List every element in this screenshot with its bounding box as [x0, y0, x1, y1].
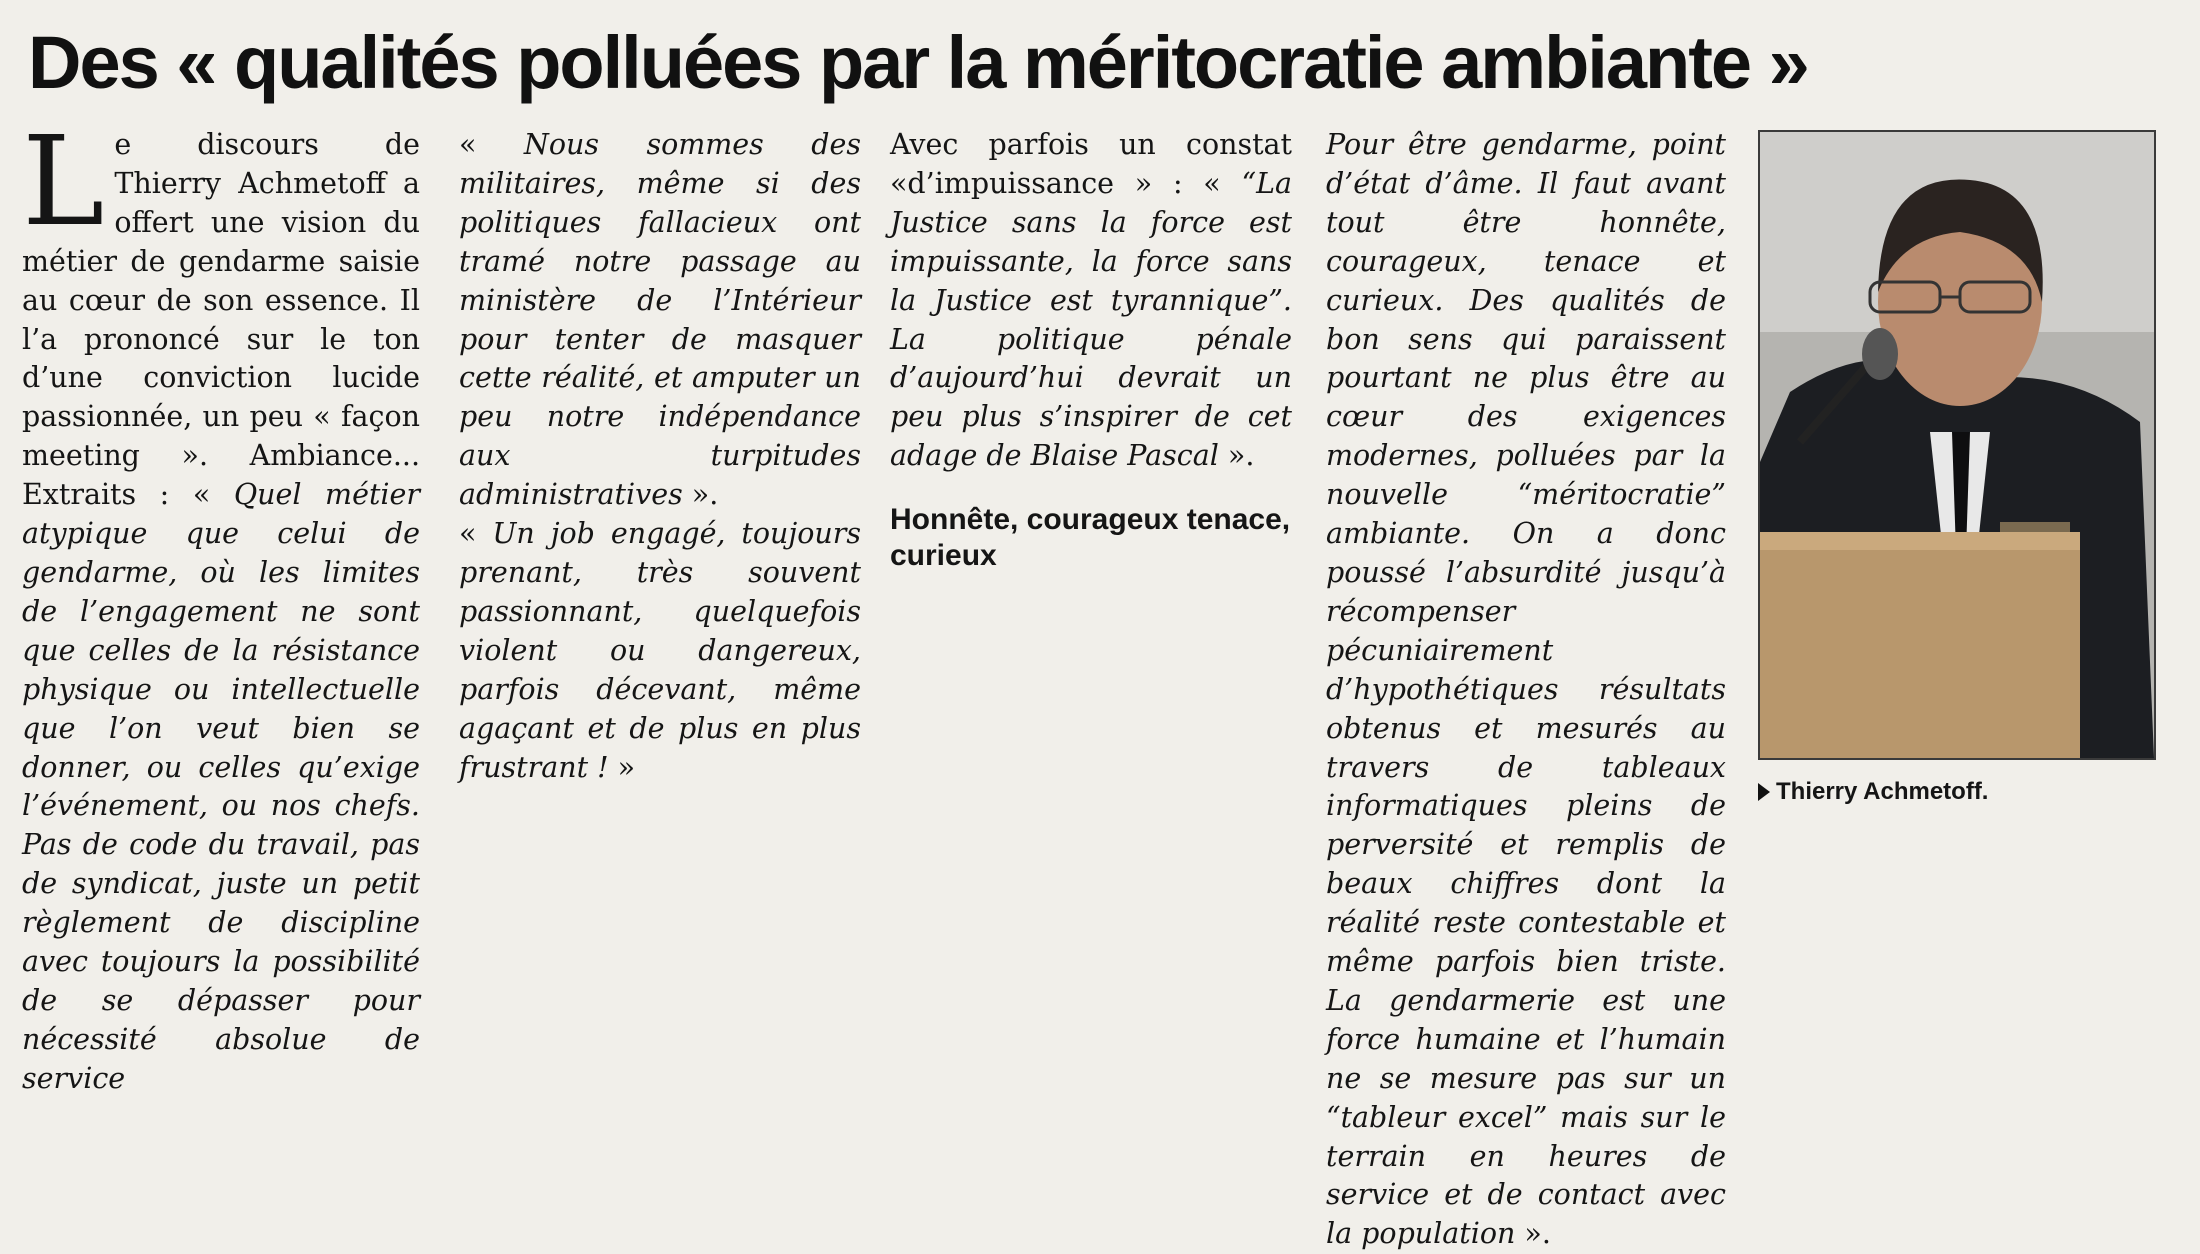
close-quote: ». [1515, 1217, 1551, 1251]
quote-text: “La Justice sans la force est impuissante, la force sans la Justice est tyrannique”. La politique pénale d’aujourd’hui devrait un peu plus s’inspirer de cet adage de Blaise Pascal [890, 166, 1292, 473]
paragraph-job [459, 515, 861, 787]
section-subhead: Honnête, courageux tenace, curieux [890, 503, 1291, 573]
article-column-3 [890, 126, 1292, 600]
quote-text: Quel métier atypique que celui de gendarme, où les limites de l’engagement ne sont que celles de la résistance physique ou intellectuelle que l’on veut bien se donner, ou celles qu’exige l’événement, ou nos chefs. Pas de code du travail, pas de syndicat, juste un petit règlement de discipline avec toujours la possibilité de se dépasser pour nécessité absolue de service [22, 478, 421, 1095]
paragraph-qualites [1326, 126, 1726, 1254]
caption-text: Thierry Achmetoff. [1776, 778, 1989, 805]
article-column-4 [1326, 126, 1726, 1254]
drop-cap: L [22, 110, 105, 254]
paragraph-intro [22, 110, 421, 1099]
quote-text: Nous sommes des militaires, même si des politiques fallacieux ont tramé notre passage au ministère de l’Intérieur pour tenter de masquer cette réalité, et amputer un peu notre indépendance aux turpitudes administratives [459, 128, 862, 512]
article-column-2 [459, 126, 861, 787]
close-quote: ». [1218, 439, 1255, 473]
photo-caption [1758, 774, 1988, 810]
caption-arrow-icon [1758, 783, 1770, 801]
speaker-photo [1758, 130, 2156, 760]
speaker-illustration [1760, 132, 2154, 758]
quote-text: Un job engagé, toujours prenant, très souvent passionnant, quelquefois violent ou dangereux, parfois décevant, même agaçant et de plus en plus frustrant ! [459, 517, 861, 784]
paragraph-militaires [459, 126, 861, 515]
close-quote: » [608, 750, 636, 784]
text: Avec parfois un constat «d’impuissance » : « [890, 128, 1292, 200]
close-quote: ». [682, 478, 719, 512]
quote-text: Pour être gendarme, point d’état d’âme. Il faut avant tout être honnête, courageux, tenace et curieux. Des qualités de bon sens qui paraissent pourtant ne plus être au cœur des exigences modernes, polluées par la nouvelle “méritocratie” ambiante. On a donc poussé l’absurdité jusqu’à récompenser pécuniairement d’hypothétiques résultats obtenus et mesurés au travers de tableaux informatiques pleins de perversité et remplis de beaux chiffres dont la réalité reste contestable et même parfois bien triste. La gendarmerie est une force humaine et l’humain ne se mesure pas sur un “tableur excel” mais sur le terrain en heures de service et de contact avec la population [1326, 128, 1726, 1251]
open-quote: « [459, 517, 493, 551]
intro-text: e discours de Thierry Achmetoff a offert une vision du métier de gendarme saisie au cœur de son essence. Il l’a prononcé sur le ton d’une conviction lucide passionnée, un peu « façon meeting ». Ambiance... Extraits : « [22, 128, 420, 512]
article-column-1 [22, 110, 421, 1099]
open-quote: « [459, 128, 524, 161]
article-headline: Des « qualités polluées par la méritocratie ambiante » [28, 21, 1808, 104]
paragraph-impuissance [890, 126, 1292, 476]
